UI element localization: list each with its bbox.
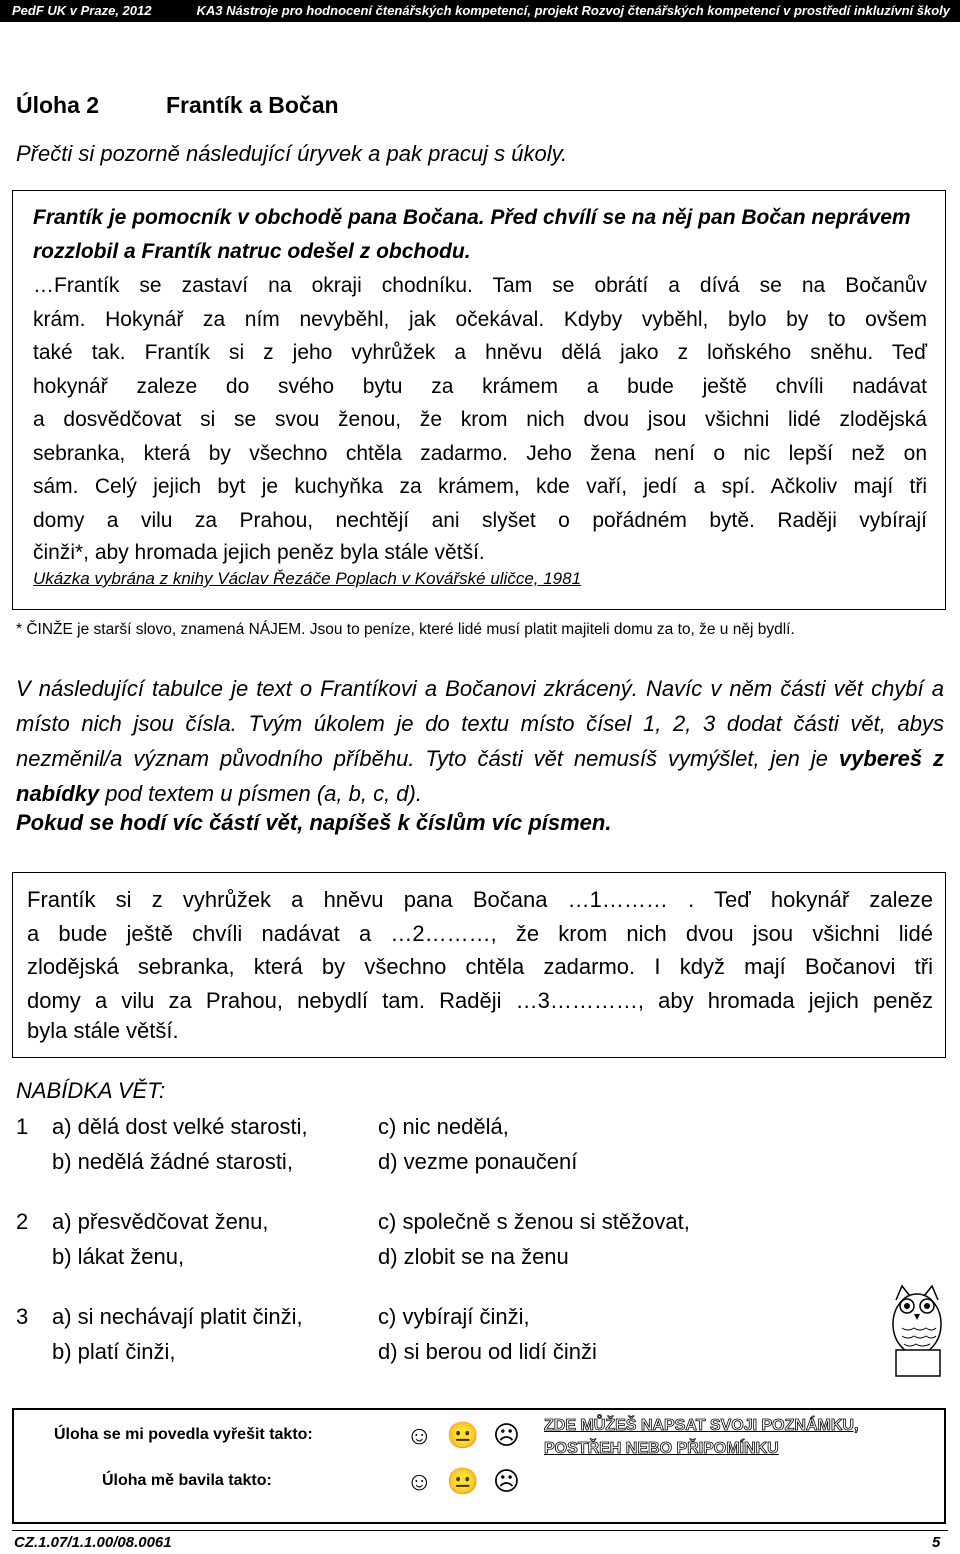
- offer-number: 1: [16, 1114, 29, 1139]
- task2-text-end: pod textem u písmen (a, b, c, d).: [105, 781, 422, 806]
- offer-option: c) nic nedělá,: [378, 1114, 509, 1139]
- offer-option: b) nedělá žádné starosti,: [52, 1149, 293, 1174]
- page-number: 5: [932, 1534, 941, 1551]
- header-right-text: KA3 Nástroje pro hodnocení čtenářských kompetencí, projekt Rozvoj čtenářských kompetencí v prostředí inkluzívní školy: [196, 3, 950, 18]
- footnote: * ČINŽE je starší slovo, znamená NÁJEM. Jsou to peníze, které lidé musí platit majiteli domu za to, že u něj bydlí.: [16, 621, 795, 638]
- success-smileys[interactable]: ☺😐☹: [406, 1420, 535, 1450]
- offer-option: a) přesvědčovat ženu,: [52, 1209, 269, 1234]
- evaluation-success-label: Úloha se mi povedla vyřešit takto:: [54, 1426, 313, 1443]
- task2-bold: vybereš z nabídky: [16, 746, 944, 806]
- note-prompt-line1: ZDE MŮŽEŠ NAPSAT SVOJI POZNÁMKU,: [544, 1417, 859, 1434]
- summary-box: [12, 872, 946, 1058]
- offer-option: b) lákat ženu,: [52, 1244, 185, 1269]
- offer-option: b) platí činži,: [52, 1339, 176, 1364]
- offer-option: a) si nechávají platit činži,: [52, 1304, 303, 1329]
- excerpt-source: Ukázka vybrána z knihy Václav Řezáče Poplach v Kovářské uličce, 1981: [33, 569, 582, 588]
- offer-option: d) zlobit se na ženu: [378, 1244, 569, 1269]
- summary-line: Frantík si z vyhrůžek a hněvu pana Bočana …1……… . Teď hokynář zaleze: [27, 887, 933, 912]
- excerpt-line: hokynář zaleze do svého bytu za krámem a bude ještě chvíli nadávat: [33, 374, 927, 398]
- excerpt-line: …Frantík se zastaví na okraji chodníku. Tam se obrátí a dívá se na Bočanův: [33, 274, 927, 297]
- excerpt-text: [33, 269, 927, 537]
- task2-text: V následující tabulce je text o Frantíkovi a Bočanovi zkrácený. Navíc v něm části vět chybí a místo nich jsou čísla. Tvým úkolem je do textu místo čísel 1, 2, 3 dodat části vět, abys nezměnil/a význam původního příběhu. Tyto části vět nemusíš vymýšlet, jen je: [16, 676, 944, 771]
- offer-title: NABÍDKA VĚT:: [16, 1078, 166, 1103]
- task-title: Frantík a Bočan: [166, 92, 339, 118]
- offer-option: c) společně s ženou si stěžovat,: [378, 1209, 690, 1234]
- summary-line: zlodějská sebranka, která by všechno chtěla zadarmo. I když mají Bočanovi tři: [27, 954, 933, 979]
- excerpt-last-line: činži*, aby hromada jejich peněz byla stále větší.: [33, 541, 485, 564]
- note-area[interactable]: [544, 1414, 942, 1520]
- offer-option: c) vybírají činži,: [378, 1304, 530, 1329]
- summary-last-line: byla stále větší.: [27, 1018, 179, 1043]
- excerpt-line: sám. Celý jejich byt je kuchyňka za krámem, kde vaří, jedí a spí. Ačkoliv mají tři: [33, 475, 927, 498]
- page-header: [0, 0, 960, 22]
- evaluation-fun-label: Úloha mě bavila takto:: [102, 1472, 272, 1489]
- excerpt-line: sebranka, která by všechno chtěla zadarmo. Jeho žena není o nic lepší než on: [33, 441, 927, 465]
- excerpt-line: také tak. Frantík si z jeho vyhrůžek a hněvu dělá jako z loňského sněhu. Teď: [33, 341, 927, 364]
- offer-option: a) dělá dost velké starosti,: [52, 1114, 308, 1139]
- excerpt-box: [12, 190, 946, 610]
- offer-option: d) vezme ponaučení: [378, 1149, 578, 1174]
- header-left-text: PedF UK v Praze, 2012: [12, 3, 152, 18]
- task2-bold-note: Pokud se hodí víc částí vět, napíšeš k číslům víc písmen.: [16, 810, 612, 835]
- owl-icon: [884, 1278, 950, 1378]
- task-instruction: Přečti si pozorně následující úryvek a pak pracuj s úkoly.: [16, 141, 568, 166]
- note-prompt-line2: POSTŘEH NEBO PŘIPOMÍNKU: [544, 1440, 779, 1457]
- summary-line: a bude ještě chvíli nadávat a …2………, že krom nich dvou jsou všichni lidé: [27, 920, 933, 946]
- task2-instruction: [16, 671, 944, 811]
- task-number: Úloha 2: [16, 92, 100, 118]
- project-code: CZ.1.07/1.1.00/08.0061: [14, 1534, 172, 1551]
- excerpt-intro: Frantík je pomocník v obchodě pana Bočana. Před chvílí se na něj pan Bočan neprávem rozzlobil a Frantík natruc odešel z obchodu.: [33, 206, 911, 263]
- excerpt-line: krám. Hokynář za ním nevyběhl, jak očekával. Kdyby vyběhl, bylo by to ovšem: [33, 307, 927, 331]
- offer-option: d) si berou od lidí činži: [378, 1339, 597, 1364]
- offer-number: 2: [16, 1209, 29, 1234]
- fun-smileys[interactable]: ☺😐☹: [406, 1466, 535, 1496]
- summary-line: domy a vilu za Prahou, nebydlí tam. Raději …3…………, aby hromada jejich peněz: [27, 987, 933, 1013]
- excerpt-line: a dosvědčovat si se svou ženou, že krom nich dvou jsou všichni lidé zlodějská: [33, 408, 927, 431]
- footer-divider: [12, 1530, 948, 1531]
- summary-text: [27, 883, 933, 1017]
- evaluation-box: [12, 1408, 946, 1524]
- excerpt-line: domy a vilu za Prahou, nechtějí ani slyšet o pořádném bytě. Raději vybírají: [33, 508, 927, 532]
- offer-number: 3: [16, 1304, 29, 1329]
